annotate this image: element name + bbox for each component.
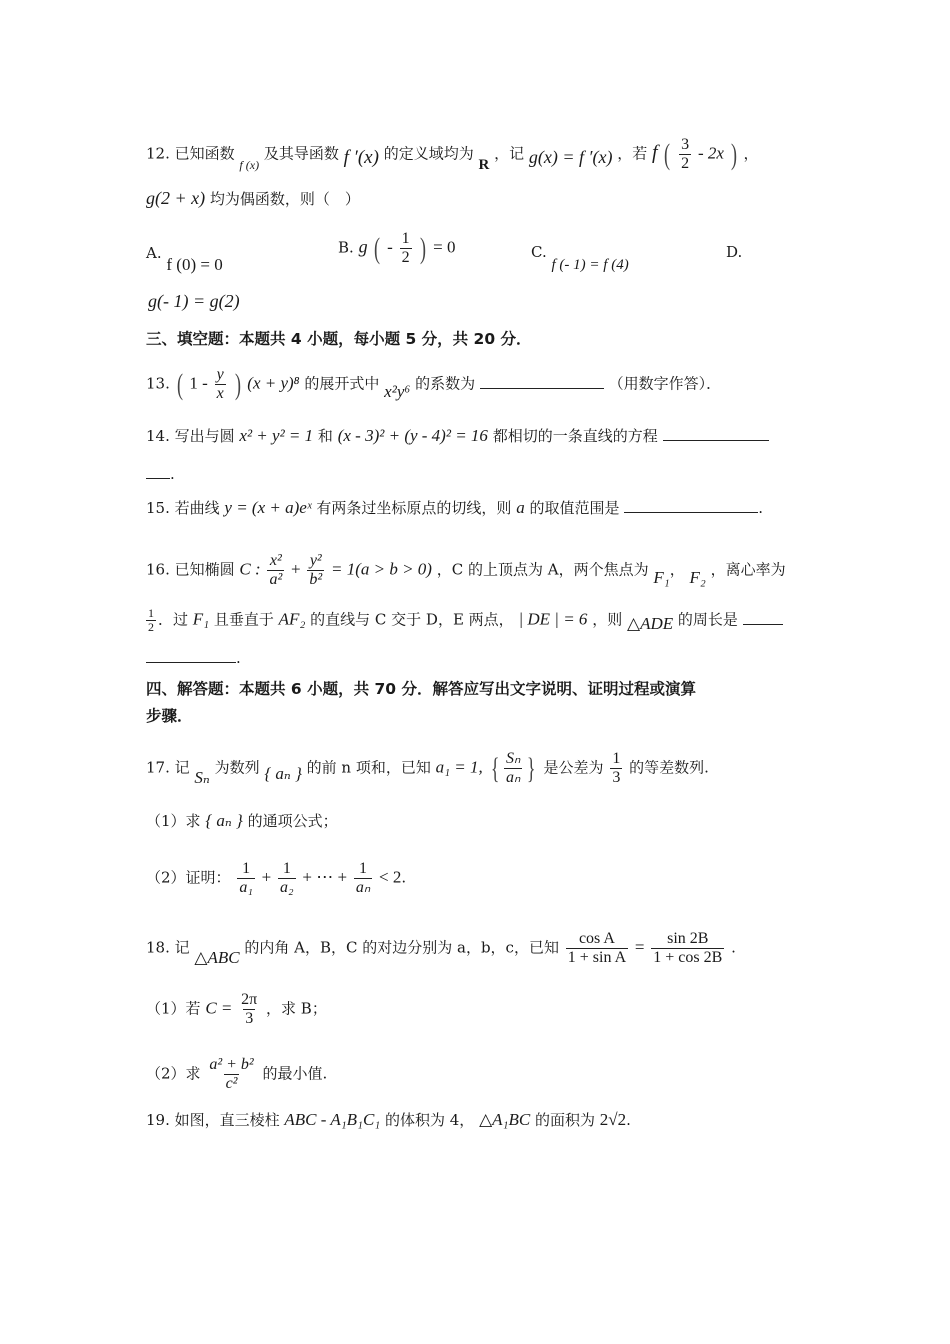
q16-ecc-frac <box>146 607 156 634</box>
q18-eq: = <box>634 937 645 957</box>
q12-option-d[interactable] <box>726 243 742 261</box>
q15-text: 15. 若曲线 <box>146 499 220 517</box>
q15-text: 有两条过坐标原点的切线，则 <box>316 499 512 517</box>
q18-end: . <box>731 938 736 957</box>
option-expr: g <box>358 236 368 257</box>
q17-a1: a₁ = 1, <box>435 757 483 777</box>
q16-F2: F₂ <box>689 567 706 587</box>
q17-an: { aₙ } <box>264 763 302 783</box>
q17-diff-frac <box>610 750 622 787</box>
q16-line2 <box>146 607 783 634</box>
q17-end: . <box>401 868 407 887</box>
q17-text: 为数列 <box>214 758 260 777</box>
q18-text: （2）求 <box>146 1064 201 1083</box>
frac-num: 1 <box>401 230 410 247</box>
q16-frac-x <box>267 552 284 589</box>
q16-text: 的周长是 <box>677 610 738 629</box>
frac-den: 2 <box>681 155 690 172</box>
option-label: C. <box>531 243 547 261</box>
q13-text: （用数字作答）． <box>608 374 722 393</box>
q16-F1: F₁ <box>192 609 210 629</box>
q16-eq: C : <box>239 559 261 579</box>
option-expr: f (0) = 0 <box>166 255 223 274</box>
q12-text: 12. 已知函数 <box>146 144 235 163</box>
q14 <box>146 426 769 446</box>
q12-line1 <box>146 136 759 173</box>
q17-ineq: < 2 <box>379 867 402 887</box>
q14-end: . <box>170 465 175 483</box>
q12-text: 及其导函数 <box>263 144 339 163</box>
q15-text: 的取值范围是 <box>529 499 620 517</box>
q19-text: 的面积为 <box>534 1111 595 1129</box>
q16-triangle: △ADE <box>627 613 674 633</box>
q17-part1 <box>146 811 338 831</box>
frac-den: 1 + cos 2B <box>653 949 723 966</box>
frac-den: a₂ <box>280 879 294 896</box>
q17-text: 17. 记 <box>146 758 190 777</box>
q12-minus-2x: - 2x <box>697 143 724 163</box>
frac-num: 1 <box>359 860 368 877</box>
q17-term2 <box>278 860 296 897</box>
option-expr: f (- 1) = f (4) <box>551 257 629 273</box>
frac-num: 1 <box>148 606 154 620</box>
q12-option-b[interactable]: B. g ( - $\frac{1}{2}$ ) = 0 <box>338 230 456 266</box>
q13-number: 13. <box>146 374 170 393</box>
q12-f: f <box>652 141 658 164</box>
q14-circle2: (x - 3)² + (y - 4)² = 16 <box>337 426 488 445</box>
q16-frac-y <box>307 552 324 589</box>
q12-option-c[interactable] <box>531 243 629 273</box>
q15-curve: y = (x + a)eˣ <box>224 498 312 517</box>
paren-close: ) <box>730 137 737 171</box>
q17-Sn: Sₙ <box>194 767 210 787</box>
q18-C: C = <box>205 998 233 1018</box>
option-expr: g(- 1) = g(2) <box>148 291 240 311</box>
q18-left-frac <box>566 930 628 967</box>
frac-num: a² + b² <box>209 1056 254 1073</box>
q12-text: ， <box>743 144 759 163</box>
frac-num: y² <box>309 552 322 569</box>
q14-text: 都相切的一条直线的方程 <box>492 427 658 445</box>
q13 <box>146 366 721 403</box>
q17-text: （2）证明： <box>146 868 231 887</box>
q17-text: 的通项公式； <box>247 812 338 830</box>
q12-text: 的定义域均为 <box>383 144 474 163</box>
paren-close: ) <box>234 367 241 401</box>
option-label: D. <box>726 243 743 261</box>
q15-var: a <box>516 498 525 517</box>
frac-num: 2π <box>241 991 258 1008</box>
q13-answer-blank[interactable] <box>480 374 604 389</box>
q16-answer-blank[interactable] <box>743 610 783 625</box>
q18-text: 的最小值. <box>262 1064 328 1083</box>
q13-expr: 1 - <box>189 373 208 393</box>
q16-plus: + <box>291 559 301 579</box>
frac-num: 3 <box>681 136 690 153</box>
frac-num: x² <box>269 552 282 569</box>
option-label: A. <box>146 244 162 262</box>
frac-den: b² <box>309 571 323 588</box>
q16-eq: = 1(a > b > 0) <box>330 559 432 579</box>
q13-expr: (x + y)⁸ <box>247 373 300 393</box>
frac-den: 2 <box>148 620 154 634</box>
frac-den: aₙ <box>505 769 521 786</box>
q16-answer-blank-cont[interactable] <box>146 648 236 663</box>
paren-close: ) <box>420 231 427 265</box>
q16-end: . <box>236 649 241 667</box>
q17-termn <box>354 860 372 897</box>
q16-text: ．过 <box>158 610 189 629</box>
q17-part2: （2）证明： $\frac{1}{\text{a₁}}$ + $\frac{1}{\text{a₂}}$ + ⋯ + $\frac{1}{\text{aₙ}}$ < 2. <box>146 860 407 896</box>
q18-right-frac <box>651 930 724 967</box>
q19-end: . <box>626 1111 631 1129</box>
q19-area: 2√2 <box>599 1110 627 1129</box>
frac-den: 1 + sin A <box>567 949 627 966</box>
q17-brace-frac <box>504 750 522 787</box>
q14-answer-blank[interactable] <box>663 426 769 441</box>
q14-text: 和 <box>317 427 333 445</box>
q12-frac <box>679 136 691 173</box>
q18-triangle: △ABC <box>194 947 240 967</box>
q14-answer-blank-cont[interactable] <box>146 464 170 479</box>
frac-den: a₁ <box>239 879 253 896</box>
q17-text: 的前 n 项和，已知 <box>306 758 431 777</box>
q16-text: ，C 的上顶点为 A，两个焦点为 <box>436 560 649 579</box>
frac-num: y <box>216 366 224 383</box>
q18-part1 <box>146 991 327 1028</box>
q12-option-a[interactable] <box>146 243 223 274</box>
q16-DE: | DE | = 6 <box>518 609 588 629</box>
q12-option-d-expr <box>148 291 240 312</box>
q19 <box>146 1110 631 1130</box>
q17-text: 是公差为 <box>543 758 604 777</box>
q15 <box>146 498 763 518</box>
q16-cont <box>146 648 241 668</box>
option-label: B. <box>338 238 354 257</box>
frac-den: c² <box>225 1075 238 1092</box>
q16-sep: ， <box>669 560 685 579</box>
brace-close: } <box>527 751 536 785</box>
frac-den: a² <box>269 571 283 588</box>
q19-triangle: △A₁BC <box>479 1110 531 1129</box>
q16-text: 16. 已知椭圆 <box>146 560 235 579</box>
paren-open: ( <box>176 367 183 401</box>
q18-part2-frac <box>207 1056 255 1093</box>
q14-text: 14. 写出与圆 <box>146 427 235 445</box>
q18-part1-frac <box>239 991 259 1028</box>
q16-text: 的直线与 C 交于 D，E 两点， <box>310 610 514 629</box>
q18 <box>146 930 736 967</box>
frac-num: 1 <box>282 860 291 877</box>
q14-circle1: x² + y² = 1 <box>239 426 314 445</box>
q13-text: 的展开式中 <box>304 374 380 393</box>
q15-end: . <box>758 499 764 517</box>
section-3-heading: 三、填空题：本题共 4 小题，每小题 5 分，共 20 分． <box>146 330 532 348</box>
frac-den: 2 <box>401 249 410 266</box>
q18-part2 <box>146 1056 327 1093</box>
q18-text: ，求 B； <box>266 999 327 1018</box>
frac-num: cos A <box>578 930 615 947</box>
q17-dots: + ⋯ + <box>302 867 348 887</box>
q13-frac <box>215 366 226 403</box>
q16-text: 且垂直于 <box>213 610 274 629</box>
q16-text: ，则 <box>592 610 623 629</box>
frac-num: 1 <box>242 860 251 877</box>
q17-term1 <box>237 860 255 897</box>
q19-text: 19. 如图，直三棱柱 <box>146 1111 280 1129</box>
q16-F1: F₁ <box>653 567 670 587</box>
q12-gx: g(x) = f ′(x) <box>528 146 613 167</box>
q18-text: （1）若 <box>146 999 201 1018</box>
frac-num: 1 <box>612 750 621 767</box>
q12-R: R <box>478 156 490 173</box>
q16-AF2: AF₂ <box>278 609 306 629</box>
q12-fprime: f ′(x) <box>343 146 379 168</box>
q18-text: 18. 记 <box>146 938 190 957</box>
section-4-heading: 四、解答题：本题共 6 小题，共 70 分．解答应写出文字说明、证明过程或演算 <box>146 680 696 698</box>
q17 <box>146 750 709 787</box>
q17-text: （1）求 <box>146 812 201 830</box>
paren-open: ( <box>664 137 671 171</box>
q12-g2x: g(2 + x) <box>146 188 206 208</box>
q19-text: 的体积为 4， <box>385 1111 475 1129</box>
q16-text: ，离心率为 <box>710 560 786 579</box>
q17-text: 的等差数列. <box>629 758 709 777</box>
option-expr: = 0 <box>433 237 456 257</box>
frac-den: 3 <box>245 1010 254 1027</box>
brace-open: { <box>490 751 500 785</box>
q14-cont <box>146 464 175 484</box>
frac-num: Sₙ <box>505 750 521 767</box>
q13-text: 的系数为 <box>415 374 476 393</box>
q12-line2 <box>146 188 360 209</box>
frac-den: 3 <box>612 769 621 786</box>
q18-text: 的内角 A，B，C 的对边分别为 a，b，c，已知 <box>244 938 559 957</box>
section-4-heading-cont: 步骤． <box>146 707 193 725</box>
frac-num: sin 2B <box>667 930 709 947</box>
q12-text: ，若 <box>617 144 648 163</box>
q12-text: 均为偶函数，则（ ） <box>209 190 360 208</box>
q17-an: { aₙ } <box>205 811 243 830</box>
frac-den: aₙ <box>355 879 371 896</box>
q12-text: ，记 <box>494 144 525 163</box>
frac-den: x <box>216 385 224 402</box>
q19-prism: ABC - A₁B₁C₁ <box>284 1110 381 1129</box>
option-frac <box>400 230 412 267</box>
q12-fx: f (x) <box>239 157 260 172</box>
paren-open: ( <box>374 231 381 265</box>
q13-term: x²y⁶ <box>384 381 411 401</box>
q15-answer-blank[interactable] <box>624 498 758 513</box>
q16-line1 <box>146 552 786 589</box>
